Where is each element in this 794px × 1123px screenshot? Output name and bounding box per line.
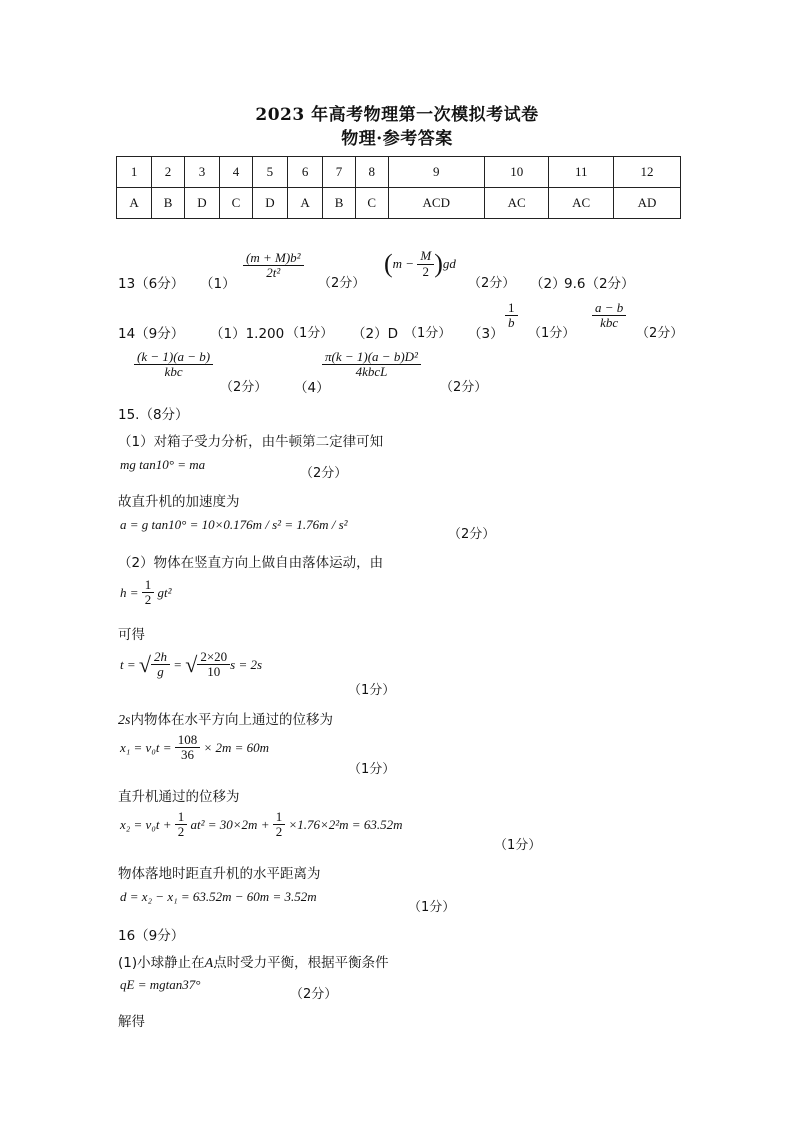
table-cell: 1 [117,157,152,188]
q14-part3: （3） [468,326,504,342]
q13-expr2-denominator: 2 [422,263,430,279]
table-cell: 4 [220,157,253,188]
q14-score3: （1分） [528,326,576,341]
table-cell: AD [613,188,680,219]
q15-eq7: d = x₂ − x₁ = 63.52m − 60m = 3.52m [120,889,317,904]
q15-score2: （2分） [448,527,496,542]
page-title: 2023 年高考物理第一次模拟考试卷 [255,105,539,125]
q14-fraction-4 [322,350,421,380]
q15-eq5 [120,733,269,763]
table-cell: A [117,188,152,219]
q15-label: 15.（8分） [118,407,189,423]
q15-eq4-root2-denominator: 10 [207,664,221,680]
q15-eq6-part-a: x₂ = v₀t + [120,816,172,832]
q15-eq4-root1-denominator: g [157,664,164,680]
q15-eq1: mg tan10° = ma [120,457,206,472]
q15-eq4-root2-numerator: 2×20 [197,650,230,665]
table-cell: 9 [388,157,484,188]
q15-eq2: a = g tan10° = 10×0.176m / s² = 1.76m / s² [120,517,348,532]
q13-part2: （2） [530,276,566,292]
table-cell: ACD [388,188,484,219]
q15-eq6 [120,810,402,840]
q14-f1-denominator: b [508,315,515,331]
q14-f3-denominator: kbc [164,364,183,380]
table-cell: 10 [484,157,549,188]
table-cell: D [184,188,219,219]
q15-eq5-denominator: 36 [181,747,194,763]
q14-fraction-1 [505,301,518,331]
q15-eq3-part-b: gt² [157,584,172,600]
q13-score1: （2分） [318,276,366,291]
q14-f3-numerator: (k − 1)(a − b) [134,350,213,365]
q14-part1: （1）1.200 [210,326,285,342]
table-cell: AC [549,188,614,219]
q15-eq3-part-a: h = [120,584,139,600]
q15-line5-text: 内物体在水平方向上通过的位移为 [130,712,333,728]
q15-line7: 物体落地时距直升机的水平距离为 [118,866,321,882]
q15-eq6-part-b: at² = 30×2m + [190,816,270,832]
q13-expr1-denominator: 2t² [266,265,281,281]
q13-expr1-numerator: (m + M)b² [243,251,304,266]
q15-line2: 故直升机的加速度为 [118,494,240,510]
q14-score1: （1分） [286,326,334,341]
q15-eq3-numerator: 1 [142,578,155,593]
q15-line6: 直升机通过的位移为 [118,789,240,805]
q13-expr1 [243,251,304,281]
q16-eq1: qE = mgtan37° [120,977,201,992]
q13-score2: （2分） [468,276,516,291]
answer-table-number-row [117,157,681,188]
q15-eq3-denominator: 2 [144,592,152,608]
q14-score6: （2分） [440,380,488,395]
table-cell: 8 [355,157,388,188]
table-cell: 11 [549,157,614,188]
q15-eq5-part-b: × 2m = 60m [203,739,270,755]
q14-part2: （2）D [352,326,398,342]
q15-eq6-part-c: ×1.76×2²m = 63.52m [288,816,403,832]
page-subtitle: 物理·参考答案 [341,129,453,149]
q15-score6: （1分） [494,838,542,853]
q13-expr2-part-b: gd [442,256,456,271]
q15-eq5-numerator: 108 [175,733,201,748]
q15-line3: （2）物体在竖直方向上做自由落体运动，由 [118,555,384,571]
q15-line5 [118,708,333,729]
q13-value2: 9.6（2分） [564,276,635,292]
q15-eq6-denominator-1: 2 [177,824,185,840]
table-cell: 3 [184,157,219,188]
table-cell: C [220,188,253,219]
q15-eq6-numerator-2: 1 [273,810,286,825]
table-cell: 12 [613,157,680,188]
q15-score5: （1分） [348,762,396,777]
q15-score4: （1分） [348,683,396,698]
q15-eq4-part-a: t = [120,656,136,672]
q15-eq6-numerator-1: 1 [175,810,188,825]
q14-part4: （4） [294,380,330,396]
q14-f4-numerator: π(k − 1)(a − b)D² [322,350,421,365]
table-cell: AC [484,188,549,219]
q15-line5-math: 2s [118,713,131,728]
q14-fraction-2 [592,301,626,331]
q15-eq4-root1-numerator: 2h [151,650,170,665]
table-cell: 6 [287,157,322,188]
answer-table-answer-row [117,188,681,219]
q14-f2-numerator: a − b [592,301,626,316]
table-cell: 7 [323,157,356,188]
q13-label: 13（6分） [118,276,185,292]
q16-line1 [118,951,389,972]
table-cell: C [355,188,388,219]
q14-label: 14（9分） [118,326,185,342]
q14-f4-denominator: 4kbcL [355,364,388,380]
table-cell: 5 [252,157,287,188]
q16-line1-part-a: (1)小球静止在 [118,955,205,971]
q16-line1-part-b: 点时受力平衡，根据平衡条件 [213,955,389,971]
q16-score1: （2分） [290,987,338,1002]
q15-score1: （2分） [300,466,348,481]
q13-part1: （1） [200,276,236,292]
q13-expr2-part-a: m − [392,256,415,271]
q14-f2-denominator: kbc [600,315,619,331]
q14-score5: （2分） [220,380,268,395]
q15-eq3 [120,578,172,608]
q15-eq4-equals: = [173,656,182,672]
q15-line1: （1）对箱子受力分析，由牛顿第二定律可知 [118,434,384,450]
table-cell: B [323,188,356,219]
q14-fraction-3 [134,350,213,380]
table-cell: B [152,188,185,219]
q15-score7: （1分） [408,900,456,915]
q13-expr2: (m − $\frac{M}{2}$ )gd [384,248,456,279]
q16-line2: 解得 [118,1014,145,1030]
table-cell: D [252,188,287,219]
answer-table [116,156,681,219]
q14-f1-numerator: 1 [505,301,518,316]
q14-score2: （1分） [404,326,452,341]
q15-eq6-denominator-2: 2 [275,824,283,840]
q14-score4: （2分） [636,326,684,341]
q15-eq5-part-a: x₁ = v₀t = [120,739,172,755]
q16-label: 16（9分） [118,928,185,944]
q15-eq4: t = √ $\frac{2h}{g}$ = √ $\frac{2\times 20}{10}$ s = 2s [120,649,263,680]
table-cell: A [287,188,322,219]
q16-line1-math: A [204,956,214,971]
q15-eq4-part-b: s = 2s [230,656,263,672]
table-cell: 2 [152,157,185,188]
q13-expr2-numerator: M [417,249,434,264]
q15-line4: 可得 [118,627,145,643]
